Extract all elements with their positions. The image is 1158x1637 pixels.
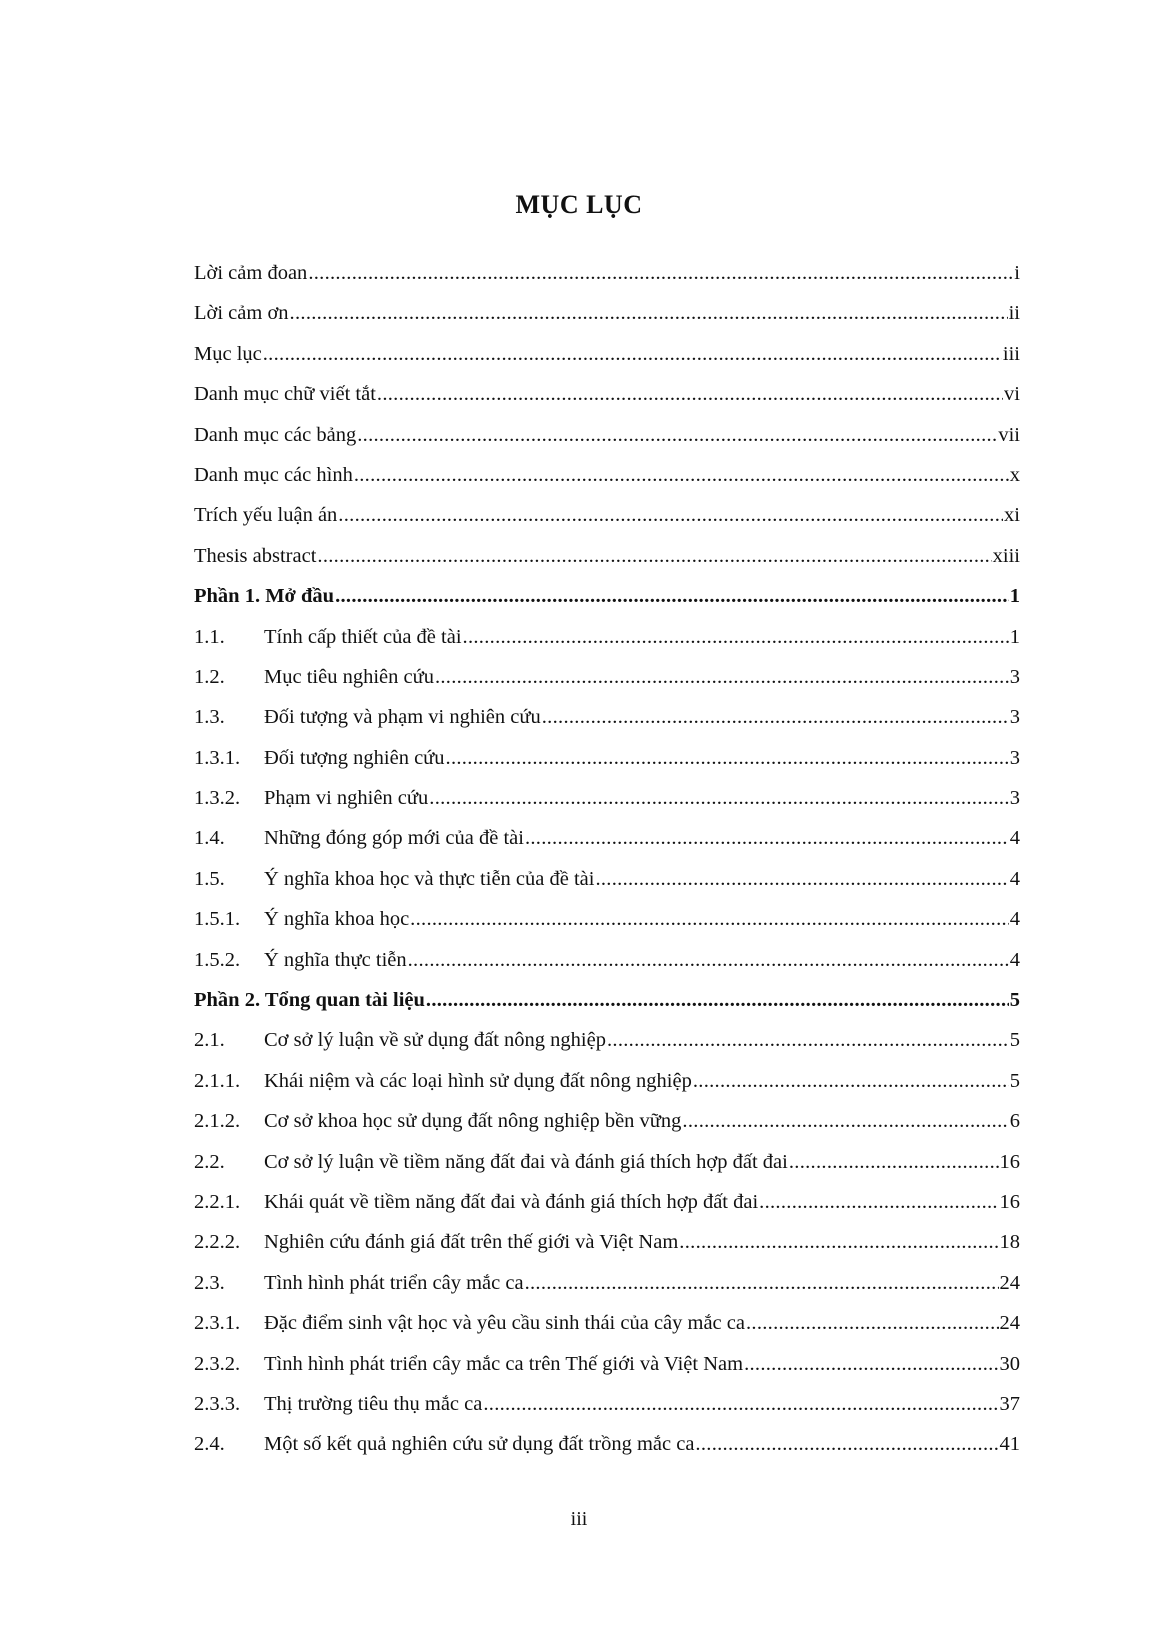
toc-entry-number: 1.1. [194, 625, 225, 648]
toc-entry-title: Khái niệm và các loại hình sử dụng đất nông nghiệp [264, 1069, 692, 1092]
toc-entry[interactable] [194, 747, 1020, 787]
dot-leader [695, 1433, 998, 1456]
toc-entry-page: 18 [999, 1231, 1020, 1254]
toc-entry-title: Đặc điểm sinh vật học và yêu cầu sinh thái của cây mắc ca [264, 1312, 745, 1335]
dot-leader [429, 787, 1008, 810]
toc-entry-page: 16 [999, 1150, 1020, 1173]
toc-entry-page: 16 [999, 1190, 1020, 1213]
toc-entry[interactable] [194, 1070, 1020, 1110]
toc-entry-title: Danh mục chữ viết tắt [194, 383, 376, 406]
toc-entry[interactable] [194, 949, 1020, 989]
toc-entry[interactable] [194, 1029, 1020, 1069]
toc-entry-page: 3 [1009, 665, 1020, 688]
toc-entry-page: 1 [1009, 625, 1020, 648]
toc-entry-title: Danh mục các bảng [194, 423, 357, 446]
dot-leader [759, 1191, 998, 1214]
toc-entry-page: iii [1002, 342, 1020, 365]
toc-entry-number: 1.4. [194, 827, 225, 850]
toc-entry-page: i [1014, 262, 1020, 284]
dot-leader [542, 706, 1009, 729]
dot-leader [290, 302, 1008, 325]
toc-entry[interactable] [194, 989, 1020, 1029]
toc-entry-page: 4 [1009, 948, 1020, 971]
table-of-contents [194, 262, 1020, 1474]
toc-entry-title: Ý nghĩa khoa học và thực tiễn của đề tài [264, 867, 595, 890]
toc-entry-title: Đối tượng nghiên cứu [264, 746, 445, 769]
page-title: MỤC LỤC [515, 190, 643, 219]
toc-entry[interactable] [194, 262, 1020, 302]
toc-entry[interactable] [194, 1231, 1020, 1271]
toc-entry-page: vii [998, 423, 1020, 446]
dot-leader [693, 1070, 1009, 1093]
toc-entry-number: 2.3.1. [194, 1312, 241, 1335]
toc-entry-page: 5 [1009, 1069, 1020, 1092]
toc-entry[interactable] [194, 1110, 1020, 1150]
toc-entry[interactable] [194, 545, 1020, 585]
toc-entry-page: xiii [992, 544, 1020, 567]
toc-entry-number: 1.3.1. [194, 746, 241, 769]
toc-entry-title: Phần 1. Mở đầu [194, 585, 335, 608]
toc-entry[interactable] [194, 424, 1020, 464]
toc-entry-title: Phần 2. Tổng quan tài liệu [194, 989, 425, 1012]
dot-leader [354, 464, 1009, 487]
toc-entry-page: x [1009, 463, 1020, 486]
toc-entry-title: Cơ sở lý luận về tiềm năng đất đai và đánh giá thích hợp đất đai [264, 1150, 788, 1173]
toc-entry-title: Nghiên cứu đánh giá đất trên thế giới và Việt Nam [264, 1231, 679, 1254]
toc-entry[interactable] [194, 1272, 1020, 1312]
toc-entry-page: 41 [999, 1433, 1020, 1456]
toc-entry-title: Những đóng góp mới của đề tài [264, 827, 524, 850]
dot-leader [679, 1231, 998, 1254]
toc-entry[interactable] [194, 464, 1020, 504]
toc-entry-title: Phạm vi nghiên cứu [264, 787, 429, 810]
toc-entry[interactable] [194, 1312, 1020, 1352]
dot-leader [357, 424, 997, 447]
dot-leader [744, 1353, 998, 1376]
dot-leader [435, 666, 1009, 689]
toc-entry[interactable] [194, 585, 1020, 625]
toc-entry-number: 2.2.2. [194, 1231, 241, 1254]
toc-entry-number: 2.3.2. [194, 1352, 241, 1375]
toc-entry-page: 4 [1009, 908, 1020, 931]
dot-leader [607, 1029, 1009, 1052]
dot-leader [263, 343, 1002, 366]
toc-entry-title: Đối tượng và phạm vi nghiên cứu [264, 706, 541, 729]
toc-entry-title: Ý nghĩa khoa học [264, 908, 410, 931]
toc-entry[interactable] [194, 343, 1020, 383]
toc-entry-title: Tính cấp thiết của đề tài [264, 625, 462, 648]
toc-entry-number: 2.4. [194, 1433, 225, 1456]
dot-leader [789, 1151, 999, 1174]
toc-entry-page: 6 [1009, 1110, 1020, 1133]
dot-leader [308, 262, 1013, 285]
toc-entry[interactable] [194, 666, 1020, 706]
toc-entry-number: 2.2. [194, 1150, 225, 1173]
toc-entry-page: 3 [1009, 787, 1020, 810]
toc-entry-page: 4 [1009, 867, 1020, 890]
toc-entry-number: 2.1. [194, 1029, 225, 1052]
toc-entry-number: 1.3.2. [194, 787, 241, 810]
toc-entry-title: Lời cảm đoan [194, 262, 308, 284]
toc-entry[interactable] [194, 504, 1020, 544]
toc-entry-page: 1 [1009, 585, 1020, 608]
page-number: iii [570, 1508, 588, 1530]
dot-leader [377, 383, 1003, 406]
toc-entry-number: 1.3. [194, 706, 225, 729]
toc-entry-number: 2.1.1. [194, 1069, 241, 1092]
toc-entry[interactable] [194, 302, 1020, 342]
toc-entry-title: Tình hình phát triển cây mắc ca [264, 1271, 524, 1294]
toc-entry-title: Mục tiêu nghiên cứu [264, 665, 434, 688]
dot-leader [410, 908, 1009, 931]
toc-entry[interactable] [194, 1393, 1020, 1433]
toc-entry[interactable] [194, 626, 1020, 666]
toc-entry-title: Khái quát về tiềm năng đất đai và đánh giá thích hợp đất đai [264, 1190, 759, 1213]
toc-entry[interactable] [194, 1191, 1020, 1231]
toc-entry-title: Ý nghĩa thực tiễn [264, 948, 407, 971]
toc-entry-number: 1.5. [194, 867, 225, 890]
toc-entry-number: 1.5.1. [194, 908, 241, 931]
dot-leader [746, 1312, 999, 1335]
toc-entry-page: 4 [1009, 827, 1020, 850]
dot-leader [426, 989, 1009, 1012]
toc-entry-title: Cơ sở khoa học sử dụng đất nông nghiệp bền vững [264, 1110, 682, 1133]
toc-entry-title: Danh mục các hình [194, 463, 353, 486]
toc-entry-number: 2.2.1. [194, 1190, 241, 1213]
dot-leader [317, 545, 991, 568]
toc-entry-title: Thesis abstract [194, 544, 317, 567]
toc-entry[interactable] [194, 868, 1020, 908]
toc-entry[interactable] [194, 383, 1020, 423]
toc-entry-page: 3 [1009, 746, 1020, 769]
toc-entry-page: 5 [1009, 1029, 1020, 1052]
toc-entry-title: Mục lục [194, 342, 262, 365]
dot-leader [595, 868, 1008, 891]
toc-entry[interactable] [194, 1151, 1020, 1191]
toc-entry[interactable] [194, 706, 1020, 746]
dot-leader [483, 1393, 998, 1416]
dot-leader [408, 949, 1009, 972]
toc-entry-number: 1.5.2. [194, 948, 241, 971]
toc-entry-title: Một số kết quả nghiên cứu sử dụng đất trồng mắc ca [264, 1433, 695, 1456]
toc-entry[interactable] [194, 1433, 1020, 1473]
toc-entry-number: 2.1.2. [194, 1110, 241, 1133]
toc-entry-page: ii [1008, 302, 1020, 325]
toc-entry-number: 2.3.3. [194, 1392, 241, 1415]
toc-entry-page: 37 [999, 1392, 1020, 1415]
dot-leader [525, 1272, 999, 1295]
dot-leader [446, 747, 1009, 770]
toc-entry-page: vi [1004, 383, 1020, 406]
toc-entry[interactable] [194, 908, 1020, 948]
dot-leader [338, 504, 1003, 527]
toc-entry-number: 1.2. [194, 665, 225, 688]
dot-leader [335, 585, 1009, 608]
dot-leader [463, 626, 1009, 649]
toc-entry-title: Trích yếu luận án [194, 504, 338, 527]
toc-entry-title: Lời cảm ơn [194, 302, 289, 325]
toc-entry-number: 2.3. [194, 1271, 225, 1294]
toc-entry-title: Cơ sở lý luận về sử dụng đất nông nghiệp [264, 1029, 606, 1052]
toc-entry-page: 30 [999, 1352, 1020, 1375]
toc-entry-page: 5 [1009, 989, 1020, 1012]
toc-entry[interactable] [194, 827, 1020, 867]
toc-entry-page: 3 [1009, 706, 1020, 729]
toc-entry-title: Tình hình phát triển cây mắc ca trên Thế giới và Việt Nam [264, 1352, 744, 1375]
toc-entry[interactable] [194, 1353, 1020, 1393]
dot-leader [525, 827, 1009, 850]
toc-entry-page: 24 [999, 1312, 1020, 1335]
toc-entry-page: xi [1004, 504, 1020, 527]
toc-entry-title: Thị trường tiêu thụ mắc ca [264, 1392, 483, 1415]
toc-entry-page: 24 [999, 1271, 1020, 1294]
dot-leader [682, 1110, 1008, 1133]
toc-entry[interactable] [194, 787, 1020, 827]
